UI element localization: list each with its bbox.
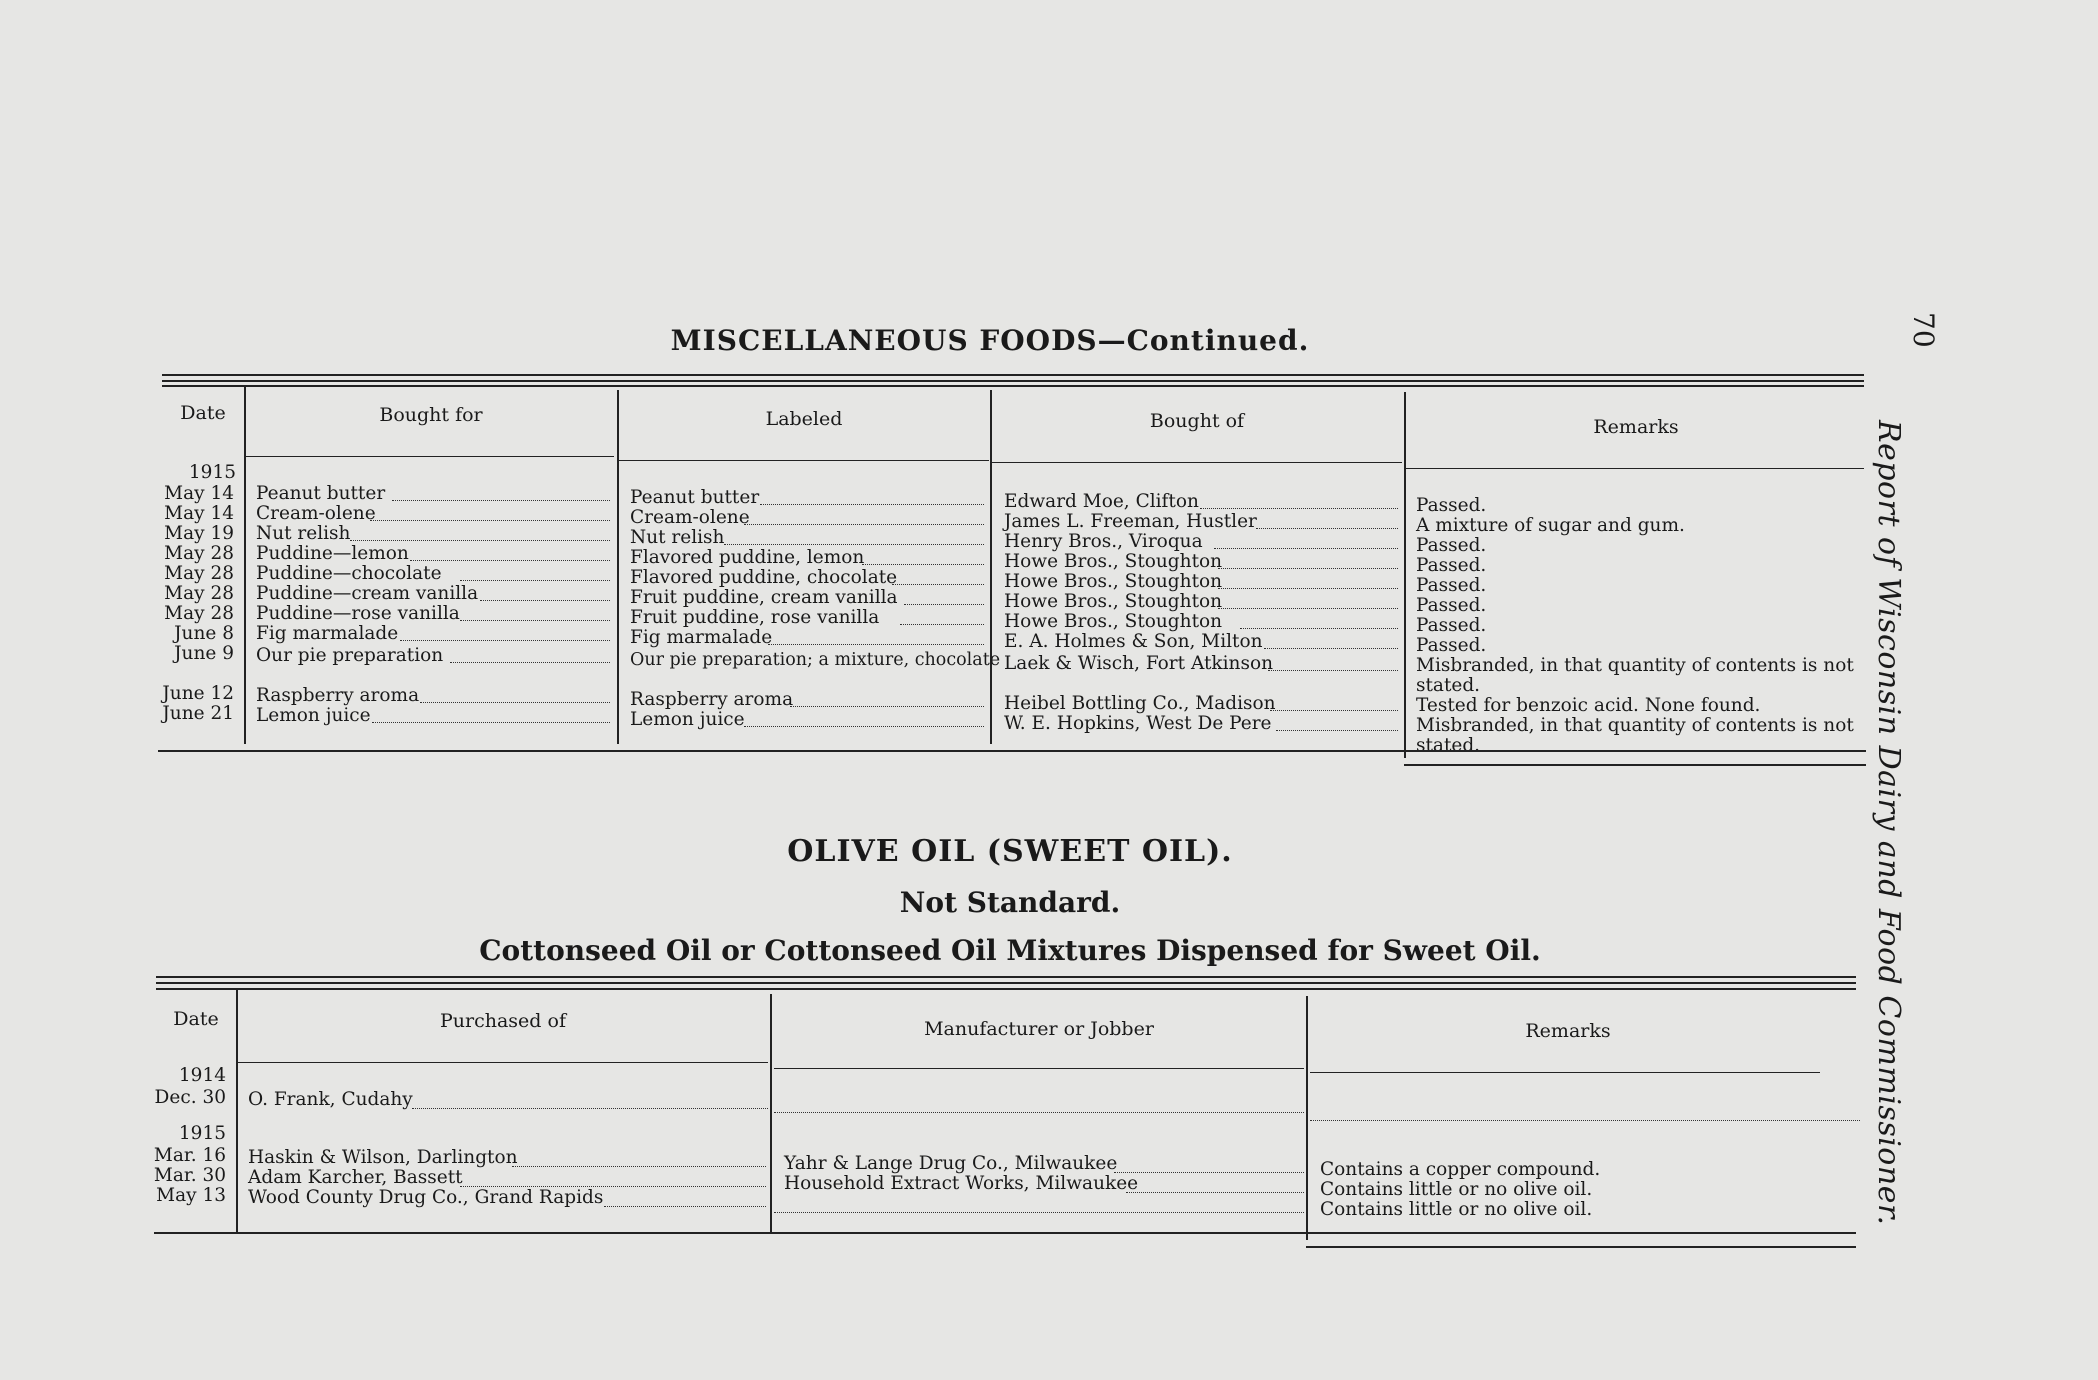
leader-dots [410, 560, 610, 561]
row-bought-for: Lemon juice [256, 705, 371, 726]
row-remarks: Contains a copper compound. [1320, 1159, 1601, 1180]
row-bought-of: Howe Bros., Stoughton [1004, 551, 1223, 572]
misc-foods-title: MISCELLANEOUS FOODS—Continued. [670, 324, 1310, 357]
row-bought-of: Edward Moe, Clifton [1004, 491, 1199, 512]
year-label: 1915 [178, 1123, 226, 1144]
header-rule [1406, 468, 1864, 469]
row-bought-for: Raspberry aroma [256, 685, 420, 706]
table-top-rule [156, 982, 1856, 984]
row-date: June 12 [162, 683, 234, 704]
row-remarks: Contains little or no olive oil. [1320, 1179, 1593, 1200]
leader-dots [1218, 568, 1398, 569]
row-remarks: Passed. [1416, 495, 1487, 516]
row-bought-for: Puddine—chocolate [256, 563, 442, 584]
leader-dots [450, 662, 610, 663]
row-labeled: Fig marmalade [630, 627, 773, 648]
table-top-rule [156, 976, 1856, 978]
row-purchased-of: Haskin & Wilson, Darlington [248, 1147, 518, 1168]
row-remarks: Misbranded, in that quantity of contents is not stated. [1416, 655, 1854, 696]
leader-dots [604, 1206, 766, 1207]
running-title: Report of Wisconsin Dairy and Food Commissioner. [1871, 420, 1906, 1226]
row-date: May 28 [164, 583, 234, 604]
leader-dots [370, 520, 610, 521]
row-date: June 9 [174, 643, 234, 664]
leader-dots [1214, 548, 1398, 549]
leader-dots [420, 702, 610, 703]
column-divider [617, 390, 619, 744]
row-bought-for: Puddine—cream vanilla [256, 583, 479, 604]
row-bought-of: Henry Bros., Viroqua [1004, 531, 1203, 552]
col-header-date: Date [173, 1008, 219, 1030]
row-date: June 8 [174, 623, 234, 644]
leader-dots [1264, 648, 1398, 649]
olive-oil-subtitle-2: Cottonseed Oil or Cottonseed Oil Mixtures Dispensed for Sweet Oil. [479, 934, 1541, 967]
col-header-remarks: Remarks [1525, 1020, 1611, 1042]
row-date: May 28 [164, 563, 234, 584]
row-manufacturer: Yahr & Lange Drug Co., Milwaukee [784, 1153, 1118, 1174]
leader-dots [1240, 628, 1398, 629]
leader-dots [900, 624, 984, 625]
row-labeled: Lemon juice [630, 709, 745, 730]
col-header-date: Date [180, 402, 226, 424]
row-bought-of: Howe Bros., Stoughton [1004, 611, 1223, 632]
row-labeled: Cream-olene [630, 507, 750, 528]
table-top-rule [162, 385, 1864, 387]
leader-dots [790, 706, 984, 707]
row-date: May 14 [164, 503, 234, 524]
row-bought-of: Howe Bros., Stoughton [1004, 591, 1223, 612]
row-bought-of: E. A. Holmes & Son, Milton [1004, 631, 1263, 652]
leader-dots [460, 580, 610, 581]
row-labeled: Fruit puddine, rose vanilla [630, 607, 880, 628]
leader-dots [904, 604, 984, 605]
leader-dots [744, 726, 984, 727]
page-number: 70 [1907, 312, 1940, 348]
leader-dots [862, 564, 984, 565]
leader-dots [480, 600, 610, 601]
leader-dots [774, 1212, 1304, 1213]
col-header-bought-of: Bought of [1149, 410, 1245, 432]
row-labeled: Peanut butter [630, 487, 760, 508]
leader-dots [1268, 670, 1398, 671]
row-bought-for: Nut relish [256, 523, 351, 544]
leader-dots [460, 1186, 766, 1187]
row-purchased-of: Adam Karcher, Bassett [248, 1167, 463, 1188]
leader-dots [744, 524, 984, 525]
col-header-manufacturer: Manufacturer or Jobber [924, 1018, 1154, 1040]
col-header-remarks: Remarks [1593, 416, 1679, 438]
row-bought-for: Puddine—lemon [256, 543, 409, 564]
header-rule [992, 462, 1402, 463]
row-remarks: Contains little or no olive oil. [1320, 1199, 1593, 1220]
leader-dots [774, 1112, 1304, 1113]
olive-oil-subtitle: Not Standard. [899, 886, 1121, 919]
table-bottom-rule [1306, 1246, 1856, 1248]
leader-dots [1276, 730, 1398, 731]
row-remarks: Passed. [1416, 575, 1487, 596]
header-rule [774, 1068, 1304, 1069]
row-bought-for: Puddine—rose vanilla [256, 603, 460, 624]
leader-dots [1126, 1192, 1304, 1193]
leader-dots [512, 1166, 766, 1167]
row-bought-for: Peanut butter [256, 483, 386, 504]
header-rule [1310, 1072, 1820, 1073]
row-labeled: Our pie preparation; a mixture, chocolate [630, 650, 1001, 670]
row-date: May 19 [164, 523, 234, 544]
row-remarks: A mixture of sugar and gum. [1416, 515, 1685, 536]
column-divider [1404, 392, 1406, 758]
header-rule [238, 1062, 768, 1063]
leader-dots [1218, 608, 1398, 609]
col-header-purchased-of: Purchased of [440, 1010, 566, 1032]
olive-oil-title: OLIVE OIL (SWEET OIL). [787, 834, 1233, 869]
year-label: 1914 [178, 1065, 226, 1086]
row-labeled: Flavored puddine, chocolate [630, 567, 898, 588]
row-bought-of: James L. Freeman, Hustler [1004, 511, 1257, 532]
row-manufacturer: Household Extract Works, Milwaukee [784, 1173, 1139, 1194]
row-bought-for: Our pie preparation [256, 645, 444, 666]
leader-dots [1310, 1120, 1860, 1121]
leader-dots [372, 722, 610, 723]
row-date: Dec. 30 [154, 1087, 226, 1108]
row-date: June 21 [162, 703, 234, 724]
row-remarks: Passed. [1416, 615, 1487, 636]
table-top-rule [162, 380, 1864, 382]
leader-dots [1200, 508, 1398, 509]
row-bought-of: Laek & Wisch, Fort Atkinson [1004, 653, 1274, 674]
row-labeled: Fruit puddine, cream vanilla [630, 587, 898, 608]
table-top-rule [162, 374, 1864, 376]
row-date: Mar. 16 [153, 1145, 226, 1166]
row-remarks: Passed. [1416, 635, 1487, 656]
year-label: 1915 [188, 462, 236, 483]
row-purchased-of: O. Frank, Cudahy [248, 1089, 413, 1110]
col-header-labeled: Labeled [765, 408, 843, 430]
row-remarks: Tested for benzoic acid. None found. [1416, 695, 1761, 716]
leader-dots [892, 584, 984, 585]
row-bought-of: Heibel Bottling Co., Madison [1004, 693, 1276, 714]
header-rule [619, 460, 989, 461]
row-date: May 28 [164, 603, 234, 624]
leader-dots [1218, 588, 1398, 589]
leader-dots [768, 644, 984, 645]
leader-dots [400, 640, 610, 641]
row-date: Mar. 30 [153, 1165, 226, 1186]
row-remarks: Misbranded, in that quantity of contents is not stated. [1416, 715, 1854, 756]
table-bottom-rule [154, 1232, 1856, 1234]
row-bought-for: Fig marmalade [256, 623, 399, 644]
table-bottom-rule [158, 750, 1866, 752]
row-remarks: Passed. [1416, 595, 1487, 616]
leader-dots [350, 540, 610, 541]
row-date: May 28 [164, 543, 234, 564]
col-header-bought-for: Bought for [379, 404, 483, 426]
leader-dots [724, 544, 984, 545]
table-bottom-rule [1404, 764, 1866, 766]
header-rule [246, 456, 614, 457]
row-labeled: Raspberry aroma [630, 689, 794, 710]
row-remarks: Passed. [1416, 555, 1487, 576]
column-divider [990, 390, 992, 744]
row-purchased-of: Wood County Drug Co., Grand Rapids [248, 1187, 604, 1208]
leader-dots [1256, 528, 1398, 529]
leader-dots [760, 504, 984, 505]
leader-dots [392, 500, 610, 501]
leader-dots [1270, 710, 1398, 711]
row-remarks: Passed. [1416, 535, 1487, 556]
row-labeled: Nut relish [630, 527, 725, 548]
row-date: May 14 [164, 483, 234, 504]
leader-dots [412, 1108, 768, 1109]
row-bought-of: W. E. Hopkins, West De Pere [1004, 713, 1272, 734]
leader-dots [460, 620, 610, 621]
row-labeled: Flavored puddine, lemon [630, 547, 865, 568]
row-bought-for: Cream-olene [256, 503, 376, 524]
row-bought-of: Howe Bros., Stoughton [1004, 571, 1223, 592]
row-date: May 13 [156, 1185, 226, 1206]
table-top-rule [156, 988, 1856, 990]
column-divider [244, 386, 246, 744]
leader-dots [1114, 1172, 1304, 1173]
